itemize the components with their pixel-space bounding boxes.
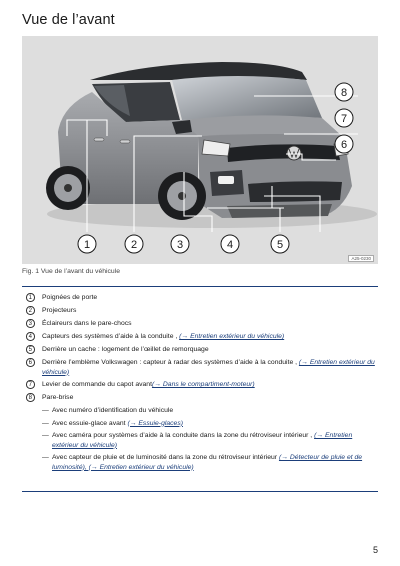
legend-item [26, 293, 376, 303]
car-illustration [22, 36, 378, 264]
callout-2-label: 2 [130, 239, 138, 251]
legend-number: 4 [26, 332, 35, 341]
legend-item [26, 319, 376, 329]
sub-item-text: Avec numéro d’identification du véhicule [52, 407, 174, 414]
sub-list-item [26, 453, 376, 472]
figure-reference-code: A25-0230 [348, 255, 374, 262]
legend-list [26, 293, 376, 475]
fog-light [218, 176, 234, 184]
callout-8-label: 8 [340, 87, 348, 99]
sub-item-text: Avec capteur de pluie et de luminosité dans la zone du rétroviseur intérieur [52, 454, 278, 461]
legend-text: Pare-brise [42, 394, 74, 401]
cross-reference-link[interactable]: (→ Dans le compartiment-moteur) [151, 381, 255, 388]
legend-number: 3 [26, 319, 35, 328]
legend-text: Poignées de porte [42, 294, 98, 301]
legend-number: 2 [26, 306, 35, 315]
legend-number: 7 [26, 380, 35, 389]
sub-list-item [26, 406, 376, 416]
divider-top [22, 286, 378, 287]
callout-4 [221, 235, 239, 253]
legend-item [26, 345, 376, 355]
vehicle-front-figure [22, 36, 378, 264]
sub-item-text: Avec caméra pour systèmes d’aide à la conduite dans la zone du rétroviseur intérieur , [52, 432, 313, 439]
cross-reference-link[interactable]: (→ Entretien extérieur du véhicule) [52, 432, 353, 449]
legend-text: Éclaireurs dans le pare-chocs [42, 320, 132, 327]
legend-item [26, 380, 376, 390]
em-dash-bullet: — [42, 419, 49, 427]
sub-item-text: Avec essuie-glace avant [52, 419, 126, 427]
legend-number: 6 [26, 358, 35, 367]
legend-text: Derrière l’emblème Volkswagen : capteur à radar des systèmes d’aide à la conduite , [42, 359, 298, 366]
callout-8 [335, 83, 353, 101]
callout-6-label: 6 [340, 139, 348, 151]
legend-number: 5 [26, 345, 35, 354]
page-title: Vue de l’avant [22, 12, 115, 28]
callout-3 [171, 235, 189, 253]
legend-item [26, 332, 376, 342]
callout-6 [335, 135, 353, 153]
em-dash-bullet: — [42, 432, 49, 439]
em-dash-bullet: — [42, 454, 49, 461]
page-number: 5 [372, 545, 378, 555]
callout-5 [271, 235, 289, 253]
sub-list-item [26, 419, 376, 429]
legend-text: Levier de commande du capot avant [42, 381, 152, 388]
legend-item [26, 306, 376, 316]
door-handle-rear [94, 138, 104, 141]
sub-list-item [26, 431, 376, 450]
em-dash-bullet: — [42, 407, 49, 414]
cross-reference-link[interactable]: (→ Entretien extérieur du véhicule) [179, 333, 285, 340]
callout-3-label: 3 [176, 239, 184, 251]
cross-reference-link[interactable]: (→ Entretien extérieur du véhicule) [42, 359, 375, 376]
wheel-front [158, 172, 206, 220]
legend-number: 8 [26, 393, 35, 402]
callout-1-label: 1 [83, 239, 91, 251]
windshield [172, 76, 322, 120]
callout-2 [125, 235, 143, 253]
callout-5-label: 5 [276, 239, 284, 251]
callout-1 [78, 235, 96, 253]
callout-4-label: 4 [226, 239, 234, 251]
divider-bottom [22, 491, 378, 492]
door-handle-front [120, 140, 130, 143]
lower-grille [248, 181, 342, 202]
callout-7 [335, 109, 353, 127]
legend-text: Projecteurs [42, 307, 77, 314]
cross-reference-link[interactable]: (→ Essuie-glaces) [127, 419, 183, 427]
legend-item [26, 393, 376, 403]
legend-text: Derrière un cache : logement de l’œillet de remorquage [42, 346, 209, 353]
legend-text: Capteurs des systèmes d’aide à la conduite , [42, 333, 178, 340]
legend-item [26, 358, 376, 377]
legend-number: 1 [26, 293, 35, 302]
figure-caption: Fig. 1 Vue de l’avant du véhicule [22, 268, 120, 275]
cross-reference-link[interactable]: (→ Détecteur de pluie et de luminosité), (→ Entretien extérieur du véhicule) [52, 454, 363, 471]
hood [182, 115, 342, 136]
wheel-rear [46, 166, 90, 210]
callout-7-label: 7 [340, 113, 348, 125]
